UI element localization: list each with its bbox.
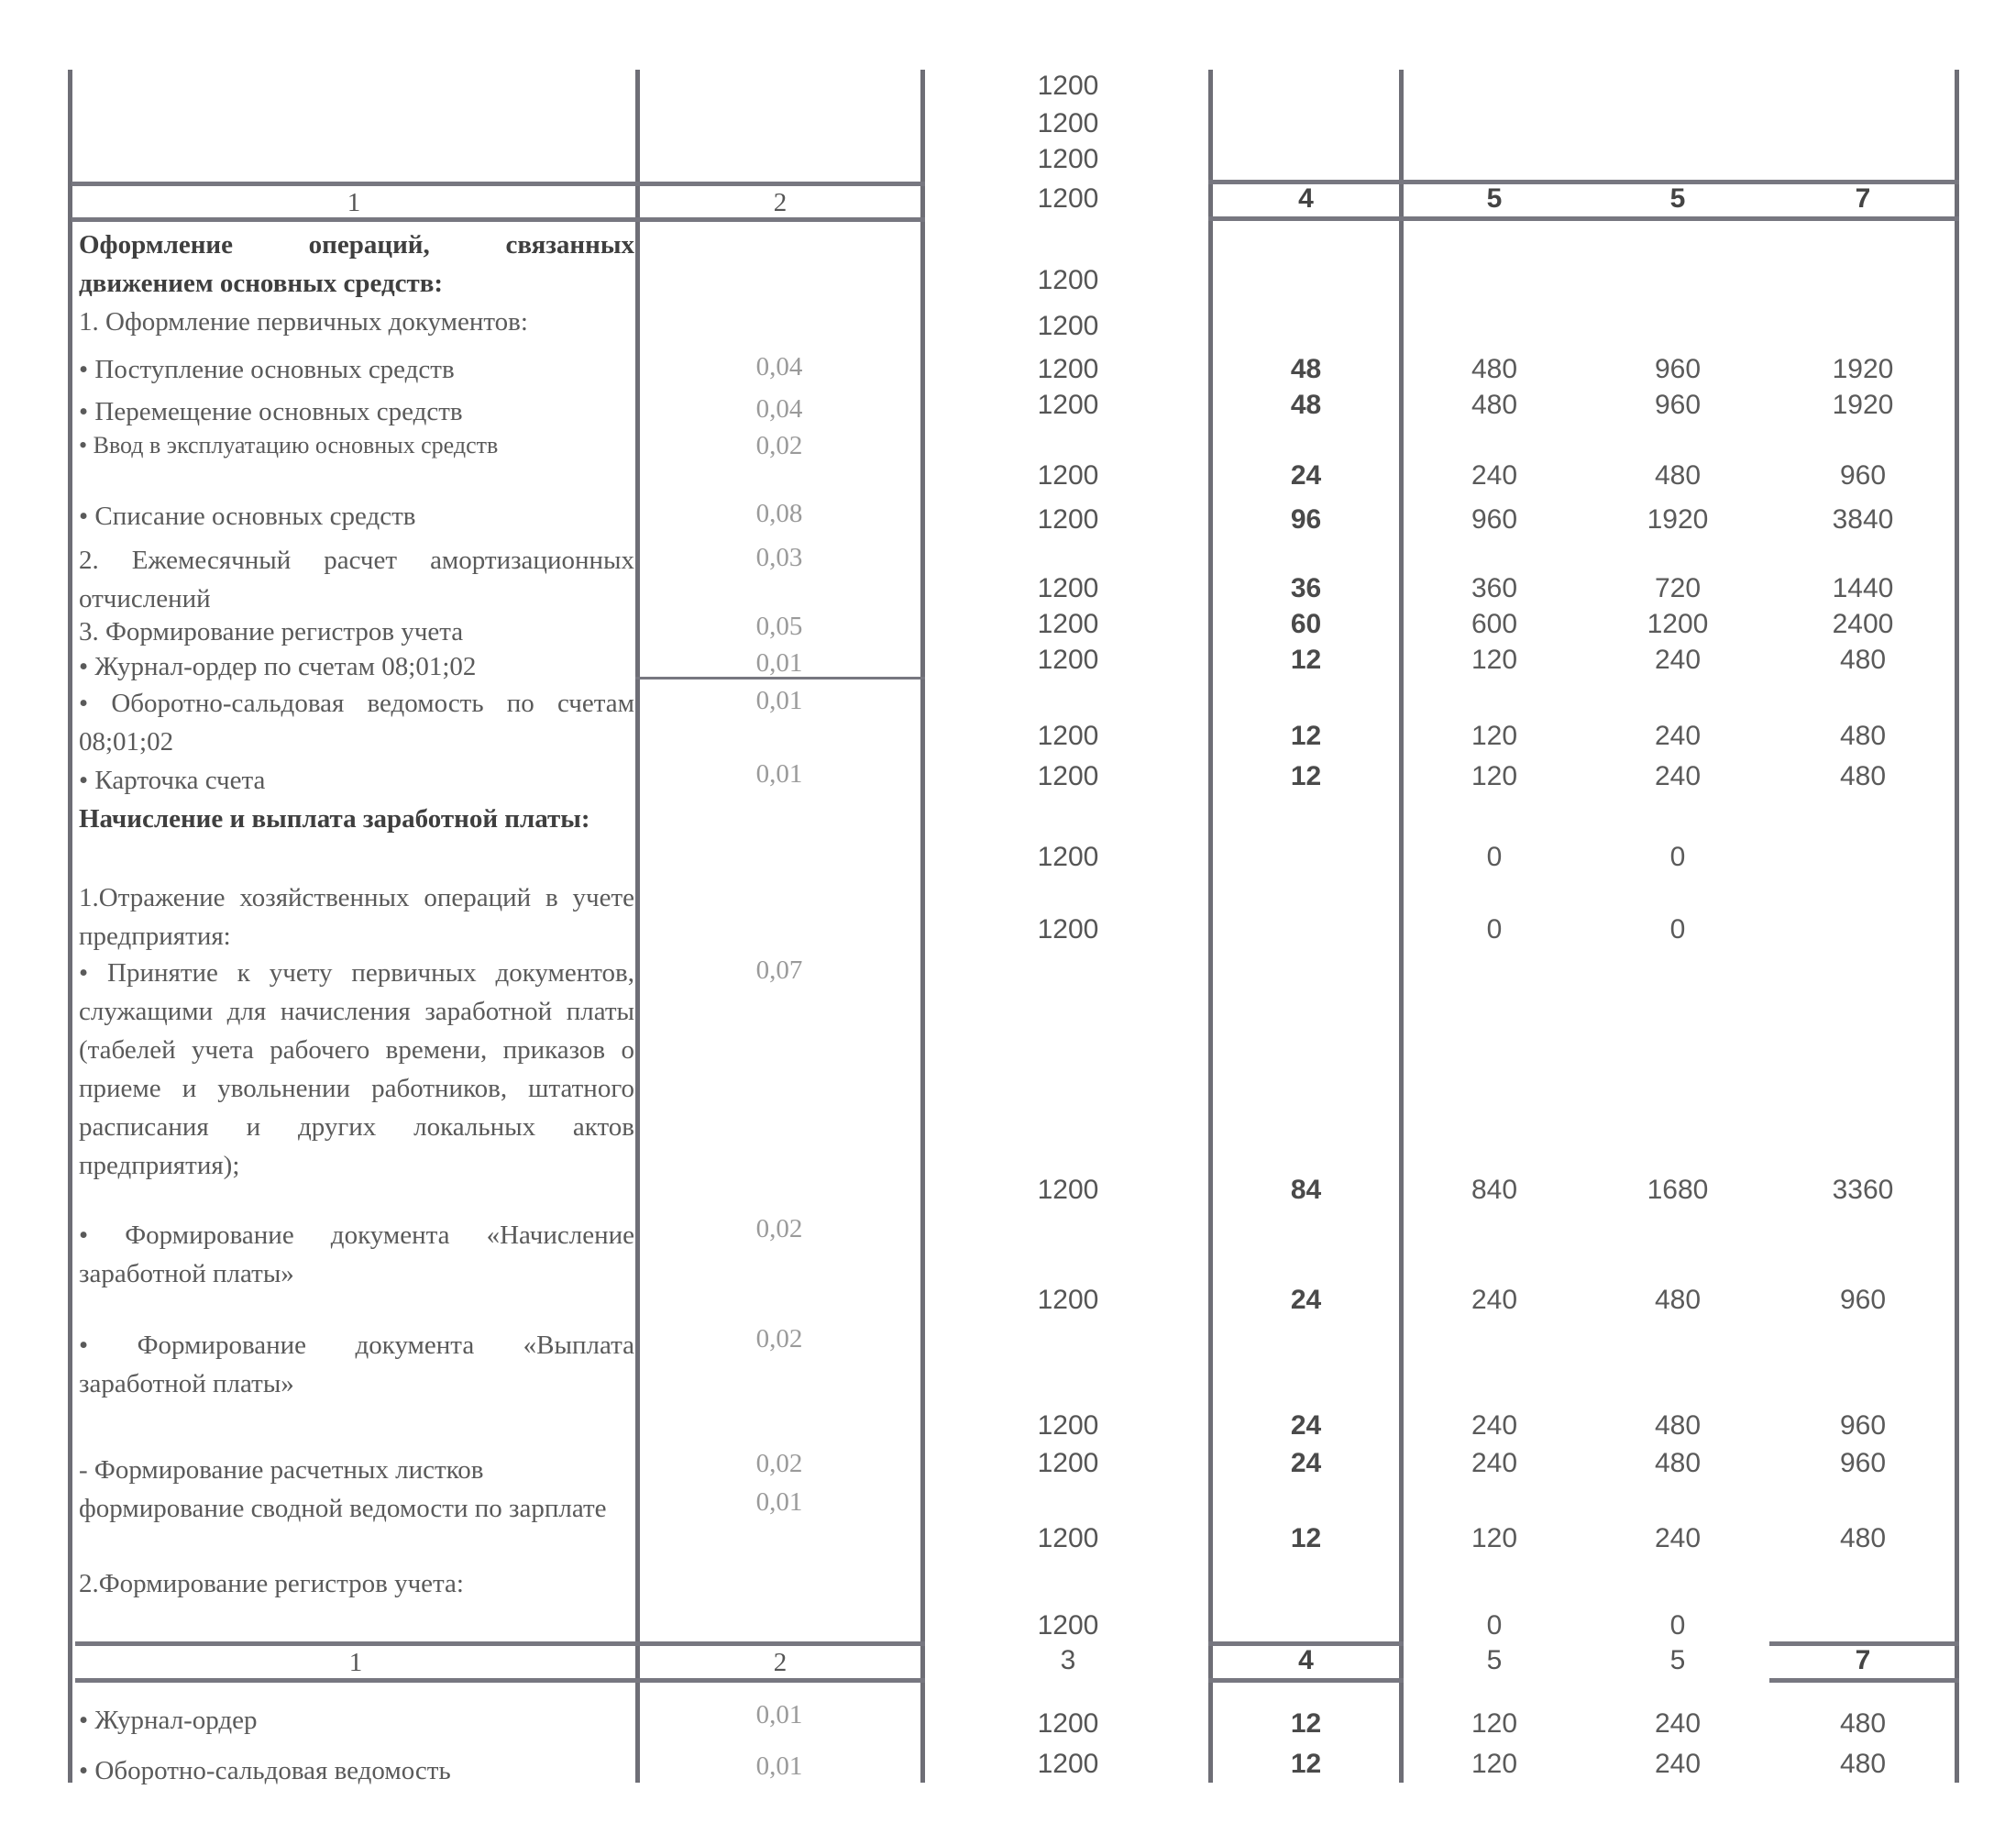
row-label: 2. Ежемесячный расчет амортизационных отчислений [79,546,634,613]
row-value-c6: 240 [1654,1708,1702,1739]
row-coefficient: 0,08 [755,499,803,528]
row-label: 1.Отражение хозяйственных операций в учете предприятия: [79,883,634,951]
row-value-c3: 1200 [1037,390,1099,420]
row-value-c5: 240 [1471,1285,1518,1315]
row-value-c7: 960 [1839,1410,1887,1441]
row-label: • Перемещение основных средств [79,397,463,426]
row-value-c6: 0 [1669,914,1686,945]
row-value-c5: 480 [1471,390,1518,420]
top-col3-value: 1200 [1037,71,1099,101]
row-coefficient: 0,01 [755,648,803,678]
row-label: формирование сводной ведомости по зарплате [79,1494,607,1523]
row-value-c6: 960 [1654,354,1702,384]
rule-header-bottom-right [1208,216,1959,221]
row-value-c3: 1200 [1037,1410,1099,1441]
row-value-c5: 120 [1471,1749,1518,1779]
row-value-c7: 3840 [1832,504,1894,535]
row-value-c4: 48 [1290,390,1322,420]
row-value-c4: 60 [1290,609,1322,639]
row-label: 2.Формирование регистров учета: [79,1569,464,1598]
row-label: • Ввод в эксплуатацию основных средств [79,432,499,458]
row-value-c3: 1200 [1037,311,1099,341]
row-value-c3: 1200 [1037,721,1099,751]
footer-header-col6: 5 [1669,1645,1686,1675]
row-value-c4: 12 [1290,1708,1322,1739]
row-value-c3: 1200 [1037,1448,1099,1478]
row-coefficient: 0,01 [755,1487,803,1517]
header-col3: 1200 [1037,183,1099,214]
rule-col7-right [1955,70,1959,1783]
row-value-c4: 24 [1290,460,1322,491]
row-value-c3: 1200 [1037,914,1099,945]
row-value-c3: 1200 [1037,1749,1099,1779]
header-col7: 7 [1855,183,1871,214]
row-value-c3: 1200 [1037,761,1099,791]
row-value-c5: 240 [1471,1448,1518,1478]
row-value-c4: 12 [1290,1523,1322,1553]
row-value-c4: 96 [1290,504,1322,535]
row-value-c4: 84 [1290,1175,1322,1205]
row-value-c6: 1920 [1647,504,1709,535]
row-value-c5: 480 [1471,354,1518,384]
row-value-c5: 0 [1486,1610,1503,1641]
row-value-c5: 240 [1471,1410,1518,1441]
header-col6: 5 [1669,183,1686,214]
row-value-c4: 48 [1290,354,1322,384]
row-value-c3: 1200 [1037,842,1099,872]
row-value-c4: 12 [1290,645,1322,675]
row-value-c7: 480 [1839,1708,1887,1739]
row-value-c3: 1200 [1037,504,1099,535]
footer-header-col5: 5 [1486,1645,1503,1675]
footer-header-col1: 1 [348,1648,363,1677]
row-value-c7: 480 [1839,1749,1887,1779]
row-value-c5: 0 [1486,914,1503,945]
row-value-c5: 120 [1471,761,1518,791]
row-label: Оформление операций, связанных движением основных средств: [79,230,634,298]
row-value-c4: 12 [1290,761,1322,791]
row-value-c5: 600 [1471,609,1518,639]
row-coefficient: 0,02 [755,431,803,460]
row-label: • Списание основных средств [79,502,416,531]
row-value-c4: 24 [1290,1410,1322,1441]
rule-footer-header-bottom-col7 [1769,1678,1959,1683]
header-col1: 1 [347,188,361,217]
row-value-c7: 1440 [1832,573,1894,603]
row-value-c7: 2400 [1832,609,1894,639]
row-coefficient: 0,01 [755,686,803,715]
row-value-c6: 240 [1654,721,1702,751]
row-value-c6: 480 [1654,1448,1702,1478]
top-col3-value: 1200 [1037,108,1099,138]
top-col3-value: 1200 [1037,144,1099,174]
row-value-c7: 960 [1839,460,1887,491]
row-value-c5: 840 [1471,1175,1518,1205]
header-col5: 5 [1486,183,1503,214]
row-value-c7: 1920 [1832,354,1894,384]
row-coefficient: 0,04 [755,394,803,424]
row-coefficient: 0,02 [755,1449,803,1478]
row-coefficient: 0,01 [755,1700,803,1729]
row-label: • Журнал-ордер по счетам 08;01;02 [79,652,477,681]
row-value-c7: 480 [1839,721,1887,751]
footer-header-col7: 7 [1855,1645,1871,1675]
row-coefficient: 0,01 [755,759,803,789]
rule-col1-left [68,70,72,1783]
row-value-c7: 1920 [1832,390,1894,420]
rule-footer-header-bottom-col4 [1208,1678,1404,1683]
row-label: • Журнал-ордер [79,1706,258,1735]
row-value-c6: 240 [1654,1749,1702,1779]
row-value-c4: 24 [1290,1285,1322,1315]
rule-col1-right [635,70,640,1783]
row-value-c4: 24 [1290,1448,1322,1478]
row-value-c3: 1200 [1037,645,1099,675]
row-coefficient: 0,02 [755,1214,803,1243]
row-coefficient: 0,05 [755,612,803,641]
row-value-c5: 120 [1471,721,1518,751]
row-value-c4: 12 [1290,1749,1322,1779]
row-value-c7: 480 [1839,1523,1887,1553]
row-value-c5: 360 [1471,573,1518,603]
row-label: - Формирование расчетных листков [79,1455,484,1485]
row-value-c5: 120 [1471,1523,1518,1553]
footer-header-col4: 4 [1298,1645,1314,1675]
row-value-c6: 480 [1654,460,1702,491]
row-value-c6: 0 [1669,842,1686,872]
row-value-c3: 1200 [1037,265,1099,295]
row-value-c3: 1200 [1037,460,1099,491]
row-value-c3: 1200 [1037,573,1099,603]
row-value-c6: 720 [1654,573,1702,603]
row-value-c6: 480 [1654,1410,1702,1441]
rule-col4-right [1399,70,1404,1783]
row-label: • Оборотно-сальдовая ведомость по счетам 08;01;02 [79,689,634,757]
row-value-c7: 480 [1839,761,1887,791]
row-value-c6: 960 [1654,390,1702,420]
row-value-c3: 1200 [1037,1175,1099,1205]
row-label: • Карточка счета [79,766,266,795]
row-value-c5: 0 [1486,842,1503,872]
row-value-c6: 1200 [1647,609,1709,639]
row-value-c3: 1200 [1037,1708,1099,1739]
row-label: • Формирование документа «Выплата заработной платы» [79,1331,634,1398]
row-coefficient: 0,01 [755,1751,803,1781]
row-value-c6: 240 [1654,1523,1702,1553]
row-coefficient: 0,04 [755,352,803,381]
row-value-c6: 240 [1654,761,1702,791]
rule-col2-right [920,70,925,1783]
row-label: • Принятие к учету первичных документов, служащими для начисления заработной платы (табелей учета рабочего времени, приказов о приеме и увольнении работников, штатного расписания и других локальных актов предприятия); [79,958,634,1180]
row-coefficient: 0,07 [755,956,803,985]
row-value-c6: 1680 [1647,1175,1709,1205]
header-col2: 2 [773,188,788,217]
row-value-c6: 480 [1654,1285,1702,1315]
row-value-c3: 1200 [1037,609,1099,639]
row-coefficient: 0,02 [755,1324,803,1353]
row-value-c7: 960 [1839,1285,1887,1315]
row-value-c3: 1200 [1037,354,1099,384]
row-label: 1. Оформление первичных документов: [79,307,528,337]
row-label: 3. Формирование регистров учета [79,617,464,646]
row-value-c7: 960 [1839,1448,1887,1478]
row-label: • Формирование документа «Начисление заработной платы» [79,1221,634,1288]
row-value-c3: 1200 [1037,1610,1099,1641]
footer-header-col2: 2 [773,1648,788,1677]
row-value-c5: 120 [1471,1708,1518,1739]
row-value-c5: 120 [1471,645,1518,675]
row-value-c5: 240 [1471,460,1518,491]
header-col4: 4 [1298,183,1314,214]
row-value-c6: 240 [1654,645,1702,675]
row-label: • Поступление основных средств [79,355,455,384]
row-value-c7: 480 [1839,645,1887,675]
row-label: Начисление и выплата заработной платы: [79,804,590,834]
row-value-c3: 1200 [1037,1523,1099,1553]
row-value-c6: 0 [1669,1610,1686,1641]
row-value-c4: 12 [1290,721,1322,751]
row-value-c4: 36 [1290,573,1322,603]
row-value-c7: 3360 [1832,1175,1894,1205]
footer-header-col3: 3 [1060,1645,1076,1675]
row-value-c3: 1200 [1037,1285,1099,1315]
row-value-c5: 960 [1471,504,1518,535]
row-coefficient: 0,03 [755,543,803,572]
row-label: • Оборотно-сальдовая ведомость [79,1756,451,1785]
